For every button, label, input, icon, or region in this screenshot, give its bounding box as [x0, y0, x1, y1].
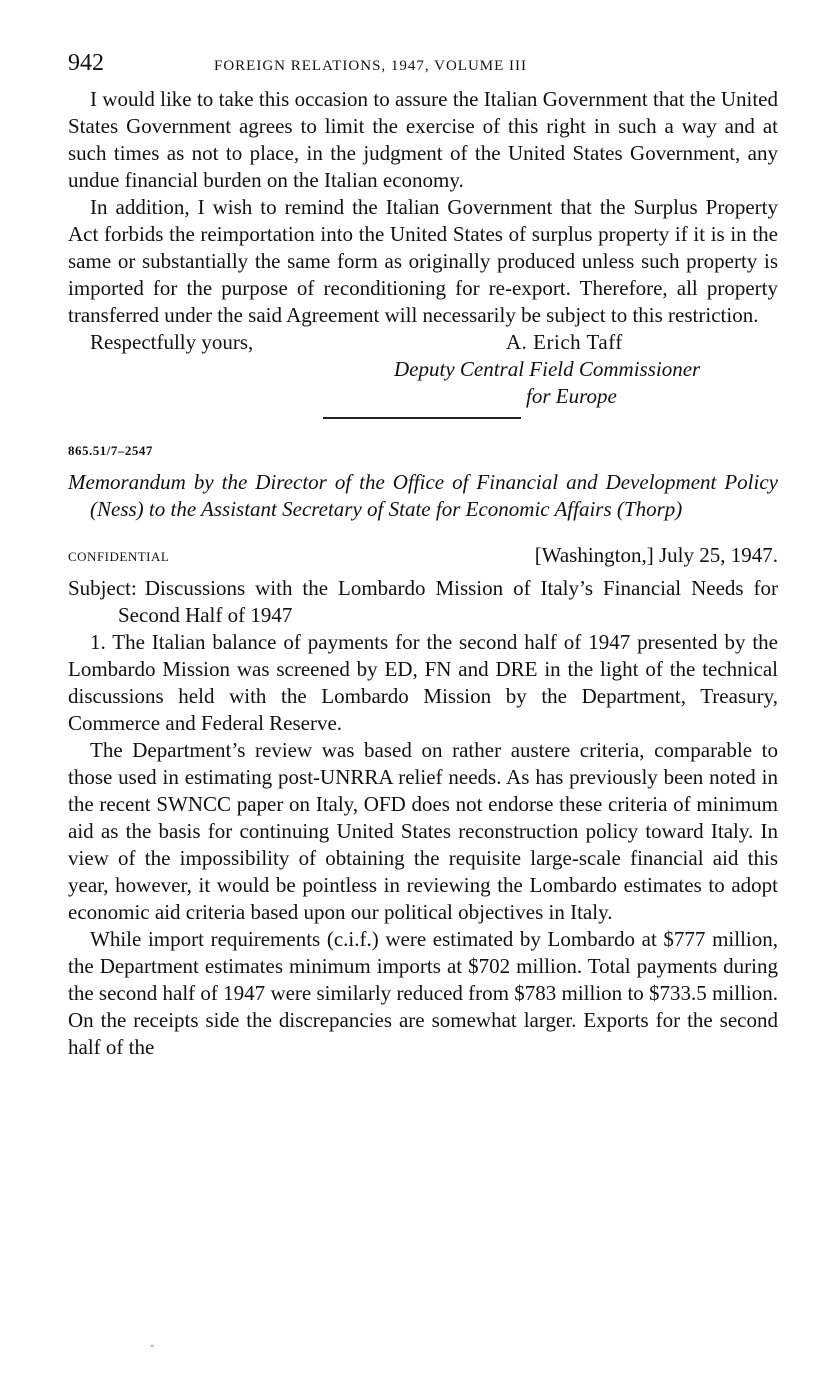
signatory-title: Deputy Central Field Commissioner: [394, 357, 701, 381]
memo-paragraph: While import requirements (c.i.f.) were estimated by Lombardo at $777 million, the Department estimates minimum imports at $702 million. Total payments during the second half of 1947 were similarly reduced from $783 million to $733.5 million. On the receipts side the discrepancies are somewhat larger. Exports for the second half of the: [68, 927, 778, 1059]
page-number: 942: [68, 50, 104, 76]
closing: Respectfully yours,: [90, 330, 254, 354]
section-divider: [323, 417, 521, 419]
classification: CONFIDENTIAL: [68, 549, 170, 564]
memo-paragraph: The Department’s review was based on rather austere criteria, comparable to those used in estimating post-UNRRA relief needs. As has previously been noted in the recent SWNCC paper on Italy, OFD does not endorse these criteria of minimum aid as the basis for continuing United States reconstruction policy toward Italy. In view of the impossibility of obtaining the requisite large-scale financial aid this year, however, it would be pointless in reviewing the Lombardo estimates to adopt economic aid criteria based upon our political objectives in Italy.: [68, 738, 778, 924]
letter-paragraph: I would like to take this occasion to assure the Italian Government that the United States Government agrees to limit the exercise of this right in such a way and at such times as not to place, in the judgment of the United States Government, any undue financial burden on the Italian economy.: [68, 87, 778, 192]
signatory-name: A. Erich Taff: [506, 330, 623, 354]
subject-line: [68, 575, 778, 629]
stray-mark: ‸: [150, 1333, 155, 1347]
running-head: [68, 50, 778, 86]
document-page: [68, 50, 778, 1061]
signature-block: [68, 329, 778, 411]
subject-label: Subject:: [68, 576, 137, 600]
place-date: [Washington,] July 25, 1947.: [534, 543, 778, 567]
running-title: FOREIGN RELATIONS, 1947, VOLUME III: [214, 58, 528, 74]
letter-body: [68, 86, 778, 329]
memo-paragraph: 1. The Italian balance of payments for the second half of 1947 presented by the Lombardo Mission was screened by ED, FN and DRE in the light of the technical discussions held with the Lombardo Mission by the Department, Treasury, Commerce and Federal Reserve.: [68, 630, 778, 735]
dateline: [68, 543, 778, 573]
document-title: Memorandum by the Director of the Office of Financial and Development Policy (Ness) to the Assistant Secretary of State for Economic Affairs (Thorp): [68, 470, 778, 521]
subject-text: Discussions with the Lombardo Mission of Italy’s Financial Needs for Second Half of 1947: [118, 576, 778, 627]
memo-body: [68, 629, 778, 1061]
file-number: 865.51/7–2547: [68, 443, 153, 458]
signatory-title-continued: for Europe: [526, 384, 617, 408]
letter-paragraph: In addition, I wish to remind the Italian Government that the Surplus Property Act forbids the reimportation into the United States of surplus property if it is in the same or substantially the same form as originally produced unless such property is imported for the purpose of reconditioning for re-export. Therefore, all property transferred under the said Agreement will necessarily be subject to this restriction.: [68, 195, 778, 327]
